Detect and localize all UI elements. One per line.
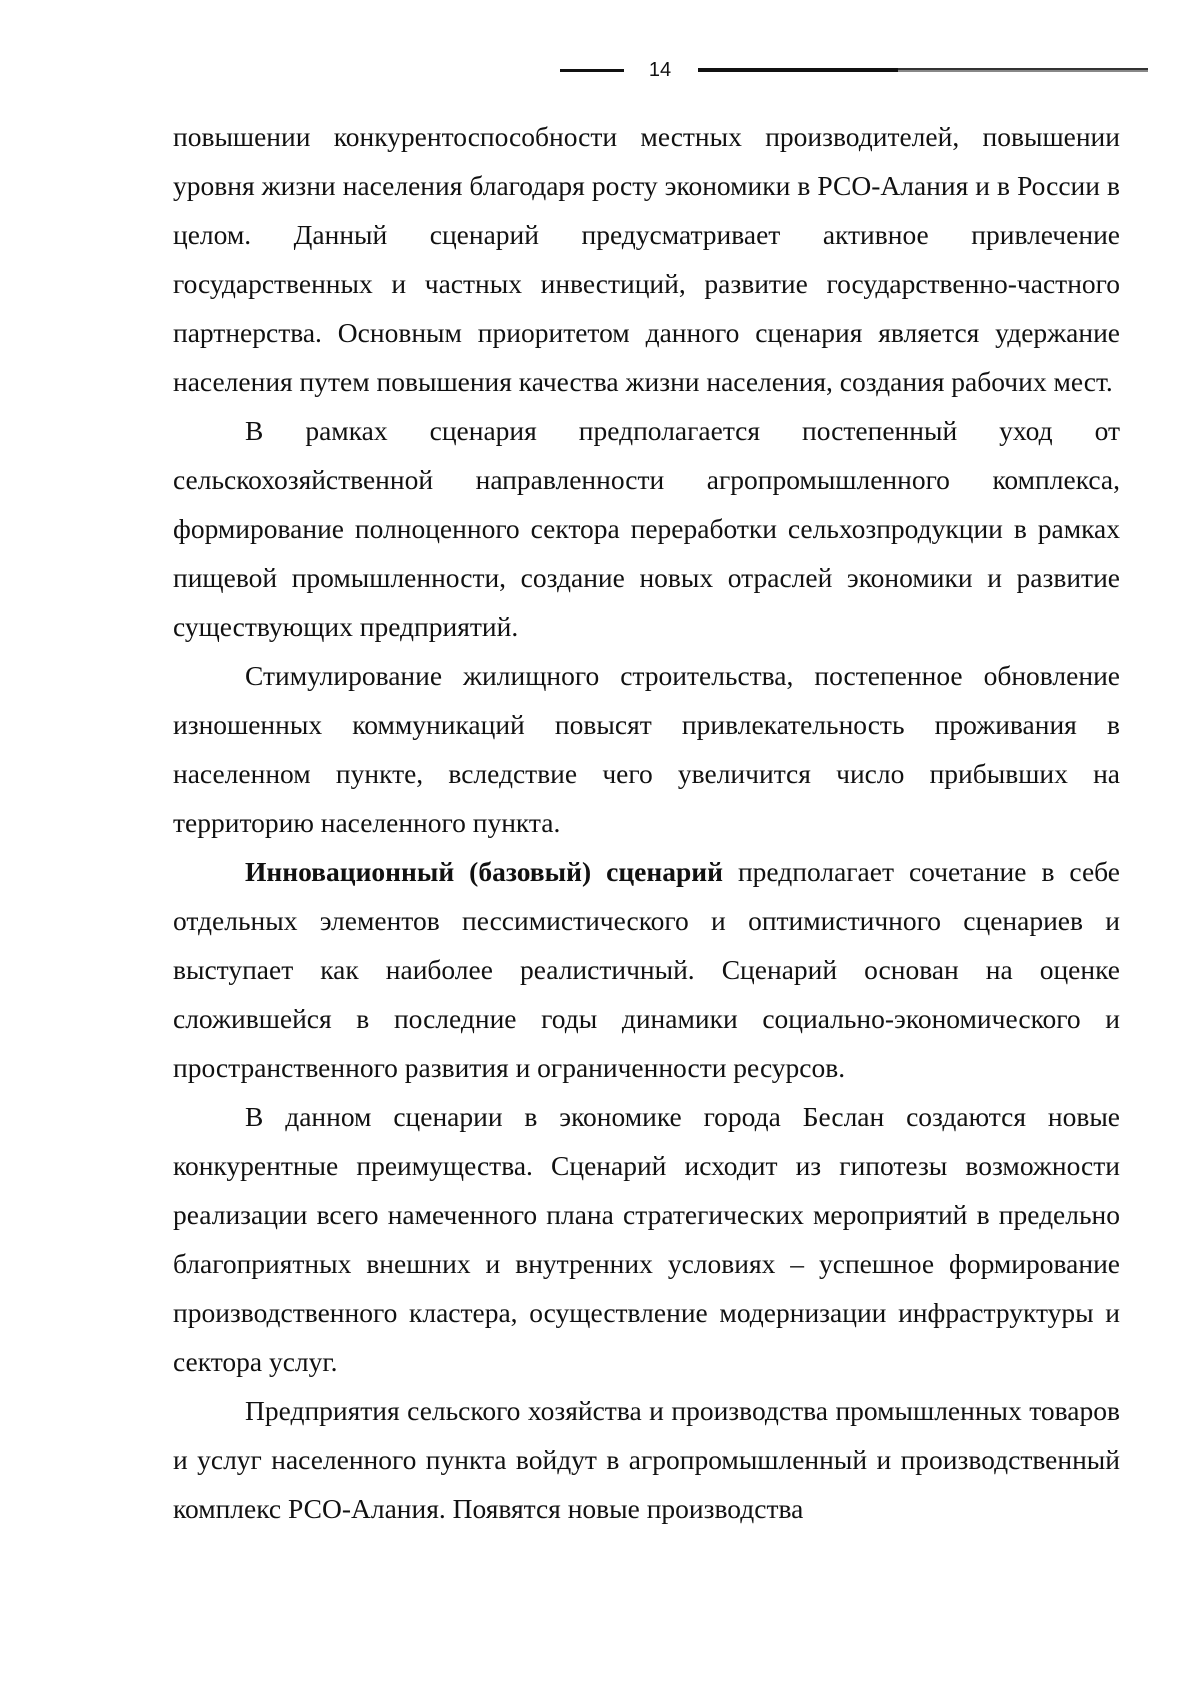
paragraph xyxy=(173,847,1120,1092)
paragraph: В рамках сценария предполагается постепенный уход от сельскохозяйственной направленности агропромышленного комплекса, формирование полноценного сектора переработки сельхозпродукции в рамках пищевой промышленности, создание новых отраслей экономики и развитие существующих предприятий. xyxy=(173,415,1120,642)
header-rule-left xyxy=(560,69,624,72)
paragraph: Предприятия сельского хозяйства и производства промышленных товаров и услуг населенного пункта войдут в агропромышленный и производственный комплекс РСО-Алания. Появятся новые производства xyxy=(173,1395,1120,1524)
page-number: 14 xyxy=(648,59,672,81)
page-header xyxy=(0,56,1200,86)
document-body xyxy=(173,112,1120,1533)
paragraph: повышении конкурентоспособности местных производителей, повышении уровня жизни населения благодаря росту экономики в РСО-Алания и в России в целом. Данный сценарий предусматривает активное привлечение государственных и частных инвестиций, развитие государственно-частного партнерства. Основным приоритетом данного сценария является удержание населения путем повышения качества жизни населения, создания рабочих мест. xyxy=(173,121,1120,397)
paragraph-text: предполагает сочетание в себе отдельных элементов пессимистического и оптимистичного сценариев и выступает как наиболее реалистичный. Сценарий основан на оценке сложившейся в последние годы динамики социально-экономического и пространственного развития и ограниченности ресурсов. xyxy=(173,856,1121,1083)
paragraph: В данном сценарии в экономике города Беслан создаются новые конкурентные преимущества. Сценарий исходит из гипотезы возможности реализации всего намеченного плана стратегических мероприятий в предельно благоприятных внешних и внутренних условиях – успешное формирование производственного кластера, осуществление модернизации инфраструктуры и сектора услуг. xyxy=(173,1101,1120,1377)
paragraph: Стимулирование жилищного строительства, постепенное обновление изношенных коммуникаций повысят привлекательность проживания в населенном пункте, вследствие чего увеличится число прибывших на территорию населенного пункта. xyxy=(173,660,1120,838)
paragraph-bold-lead: Инновационный (базовый) сценарий xyxy=(245,856,723,887)
header-rule-right xyxy=(698,68,1148,72)
